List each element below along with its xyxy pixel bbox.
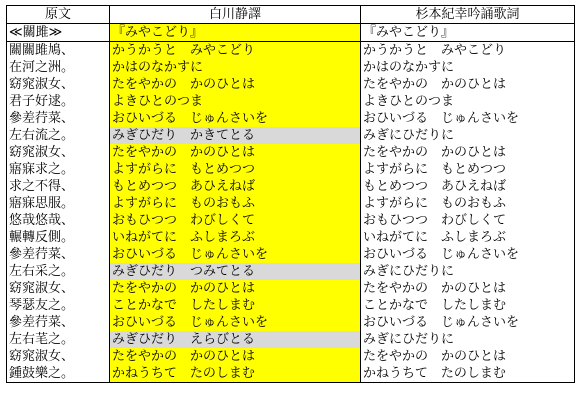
original-cell[interactable]: 琴瑟友之。 xyxy=(7,297,110,314)
table-row xyxy=(7,76,575,93)
table-row xyxy=(7,297,575,314)
original-cell[interactable]: 寤寐思服。 xyxy=(7,195,110,212)
table-row xyxy=(7,229,575,246)
table-row xyxy=(7,246,575,263)
original-cell[interactable]: 窈窕淑女、 xyxy=(7,144,110,161)
subtitle-shirakawa[interactable]: 『みやこどり』 xyxy=(110,24,361,42)
sugimoto-cell[interactable]: みぎにひだりに xyxy=(361,127,575,144)
table-row xyxy=(7,42,575,60)
table-row xyxy=(7,212,575,229)
shirakawa-cell[interactable]: たをやかの かのひとは xyxy=(110,144,361,161)
table-row xyxy=(7,144,575,161)
original-cell[interactable]: 君子好逑。 xyxy=(7,93,110,110)
table-row xyxy=(7,348,575,365)
shirakawa-cell[interactable]: おひいづる じゅんさいを xyxy=(110,314,361,331)
shirakawa-cell[interactable]: かうかうと みやこどり xyxy=(110,42,361,60)
table-row xyxy=(7,365,575,383)
sugimoto-cell[interactable]: みぎにひだりに xyxy=(361,263,575,280)
shirakawa-cell[interactable]: かはのなかすに xyxy=(110,59,361,76)
sugimoto-cell[interactable]: みぎにひだりに xyxy=(361,331,575,348)
original-cell[interactable]: 窈窕淑女、 xyxy=(7,348,110,365)
sugimoto-cell[interactable]: かうかうと みやこどり xyxy=(361,42,575,60)
subtitle-sugimoto[interactable]: 『みやこどり』 xyxy=(361,24,575,42)
table-row xyxy=(7,110,575,127)
shirakawa-cell[interactable]: たをやかの かのひとは xyxy=(110,280,361,297)
shirakawa-cell[interactable]: みぎひだり えらびとる xyxy=(110,331,361,348)
shirakawa-cell[interactable]: おひいづる じゅんさいを xyxy=(110,246,361,263)
table-row xyxy=(7,263,575,280)
subtitle-original[interactable]: ≪關雎≫ xyxy=(7,24,110,42)
sugimoto-cell[interactable]: もとめつつ あひえねば xyxy=(361,178,575,195)
sugimoto-cell[interactable]: よすがらに もとめつつ xyxy=(361,161,575,178)
sugimoto-cell[interactable]: かねうちて たのしまむ xyxy=(361,365,575,383)
shirakawa-cell[interactable]: いねがてに ふしまろぶ xyxy=(110,229,361,246)
original-cell[interactable]: 左右流之。 xyxy=(7,127,110,144)
original-cell[interactable]: 左右芼之。 xyxy=(7,331,110,348)
sugimoto-cell[interactable]: いねがてに ふしまろぶ xyxy=(361,229,575,246)
spreadsheet-table-container xyxy=(6,5,575,383)
shirakawa-cell[interactable]: かねうちて たのしまむ xyxy=(110,365,361,383)
original-cell[interactable]: 窈窕淑女、 xyxy=(7,76,110,93)
sugimoto-cell[interactable]: たをやかの かのひとは xyxy=(361,280,575,297)
table-row xyxy=(7,331,575,348)
shirakawa-cell[interactable]: たをやかの かのひとは xyxy=(110,76,361,93)
sugimoto-cell[interactable]: たをやかの かのひとは xyxy=(361,348,575,365)
original-cell[interactable]: 關關雎鳩、 xyxy=(7,42,110,60)
shirakawa-cell[interactable]: よすがらに もとめつつ xyxy=(110,161,361,178)
sugimoto-cell[interactable]: たをやかの かのひとは xyxy=(361,76,575,93)
shirakawa-cell[interactable]: たをやかの かのひとは xyxy=(110,348,361,365)
original-cell[interactable]: 參差荇菜、 xyxy=(7,110,110,127)
table-row xyxy=(7,178,575,195)
poem-comparison-table xyxy=(6,5,575,383)
original-cell[interactable]: 寤寐求之。 xyxy=(7,161,110,178)
original-cell[interactable]: 參差荇菜、 xyxy=(7,314,110,331)
shirakawa-cell[interactable]: よすがらに ものおもふ xyxy=(110,195,361,212)
shirakawa-cell[interactable]: みぎひだり つみてとる xyxy=(110,263,361,280)
sugimoto-cell[interactable]: よきひとのつま xyxy=(361,93,575,110)
table-row xyxy=(7,93,575,110)
table-row xyxy=(7,161,575,178)
shirakawa-cell[interactable]: よきひとのつま xyxy=(110,93,361,110)
shirakawa-cell[interactable]: おもひつつ わびしくて xyxy=(110,212,361,229)
sugimoto-cell[interactable]: おひいづる じゅんさいを xyxy=(361,246,575,263)
header-row xyxy=(7,6,575,24)
header-original[interactable]: 原文 xyxy=(7,6,110,24)
table-row xyxy=(7,127,575,144)
shirakawa-cell[interactable]: ことかなで したしまむ xyxy=(110,297,361,314)
original-cell[interactable]: 左右采之。 xyxy=(7,263,110,280)
sugimoto-cell[interactable]: かはのなかすに xyxy=(361,59,575,76)
sugimoto-cell[interactable]: ことかなで したしまむ xyxy=(361,297,575,314)
shirakawa-cell[interactable]: もとめつつ あひえねば xyxy=(110,178,361,195)
header-shirakawa[interactable]: 白川静譯 xyxy=(110,6,361,24)
original-cell[interactable]: 悠哉悠哉、 xyxy=(7,212,110,229)
original-cell[interactable]: 窈窕淑女、 xyxy=(7,280,110,297)
shirakawa-cell[interactable]: みぎひだり かきてとる xyxy=(110,127,361,144)
table-row xyxy=(7,59,575,76)
sugimoto-cell[interactable]: よすがらに ものおもふ xyxy=(361,195,575,212)
original-cell[interactable]: 在河之洲。 xyxy=(7,59,110,76)
original-cell[interactable]: 輾轉反側。 xyxy=(7,229,110,246)
shirakawa-cell[interactable]: おひいづる じゅんさいを xyxy=(110,110,361,127)
sugimoto-cell[interactable]: おもひつつ わびしくて xyxy=(361,212,575,229)
table-row xyxy=(7,195,575,212)
sugimoto-cell[interactable]: おひいづる じゅんさいを xyxy=(361,314,575,331)
subtitle-row xyxy=(7,24,575,42)
table-row xyxy=(7,280,575,297)
sugimoto-cell[interactable]: たをやかの かのひとは xyxy=(361,144,575,161)
header-sugimoto[interactable]: 杉本紀幸吟誦歌詞 xyxy=(361,6,575,24)
original-cell[interactable]: 參差荇菜、 xyxy=(7,246,110,263)
table-row xyxy=(7,314,575,331)
sugimoto-cell[interactable]: おひいづる じゅんさいを xyxy=(361,110,575,127)
original-cell[interactable]: 求之不得、 xyxy=(7,178,110,195)
original-cell[interactable]: 鍾鼓樂之。 xyxy=(7,365,110,383)
